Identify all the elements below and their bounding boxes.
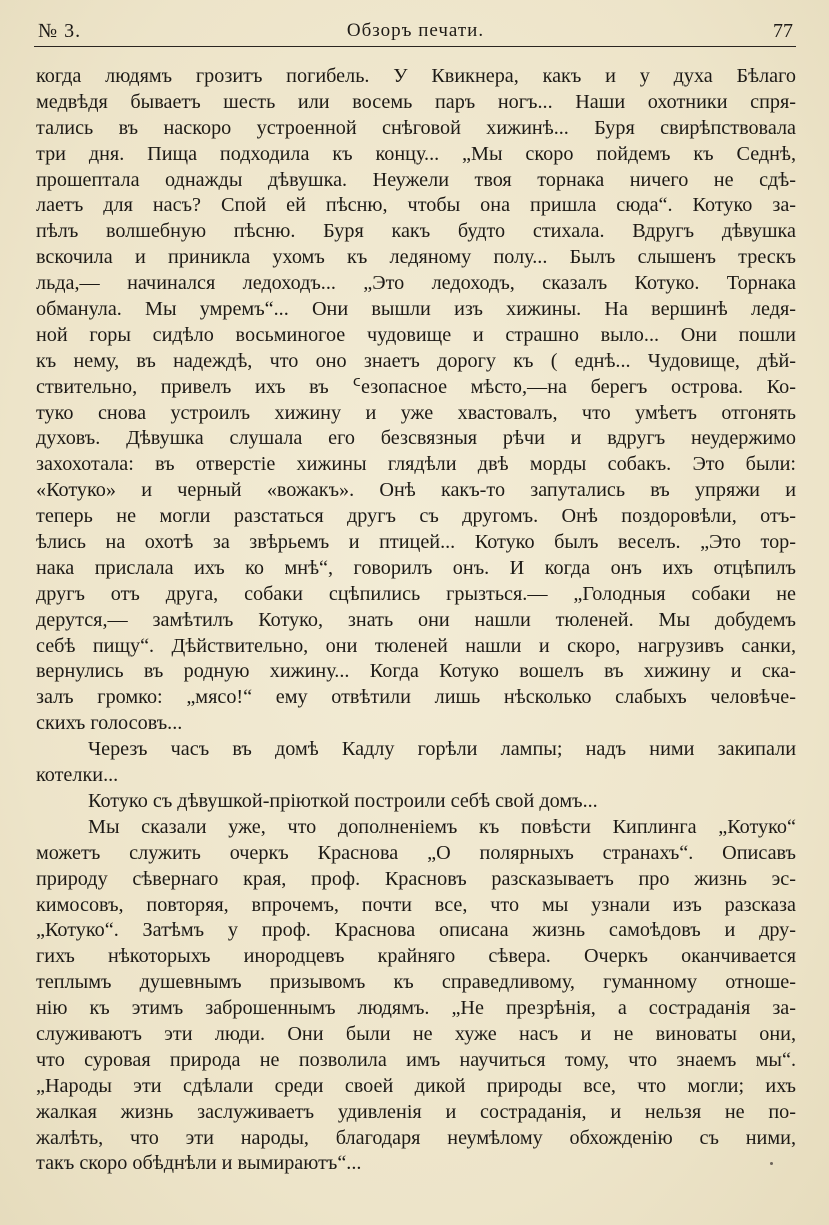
text-line: „Народы эти сдѣлали среди своей дикой природы все, что могли; ихъ — [36, 1074, 796, 1097]
text-line: кимосовъ, повторяя, впрочемъ, почти все, что мы узнали изъ разсказа — [36, 893, 796, 916]
text-line: Мы сказали уже, что дополненіемъ къ повѣсти Киплинга „Котуко“ — [88, 815, 796, 838]
text-line: нію къ этимъ заброшеннымъ людямъ. „Не презрѣнія, а состраданія за- — [36, 997, 796, 1020]
page-number: 77 — [773, 20, 793, 42]
text-line: лаетъ для насъ? Спой ей пѣсню, чтобы она пришла сюда“. Котуко за- — [36, 194, 796, 217]
text-line: дерутся,— замѣтилъ Котуко, знать они нашли тюленей. Мы добудемъ — [36, 608, 796, 631]
text-line: захохотала: въ отверстіе хижины глядѣли двѣ морды собакъ. Это были: — [36, 453, 796, 476]
text-line: жалкая жизнь заслуживаетъ удивленія и состраданія, и нельзя не по- — [36, 1100, 796, 1123]
text-line: «Котуко» и черный «вожакъ». Онѣ какъ-то запутались въ упряжи и — [36, 479, 796, 502]
article-body — [36, 64, 796, 1177]
text-line: „Котуко“. Затѣмъ у проф. Краснова описана жизнь самоѣдовъ и дру- — [36, 919, 796, 942]
text-line: себѣ пищу“. Дѣйствительно, они тюленей нашли и скоро, нагрузивъ санки, — [36, 634, 796, 657]
text-line: другъ отъ друга, собаки сцѣпились грызться.— „Голодныя собаки не — [36, 582, 796, 605]
text-line: ѣлись на охотѣ за звѣрьемъ и птицей... Котуко былъ веселъ. „Это тор- — [36, 531, 796, 554]
text-line: природу сѣвернаго края, проф. Красновъ разсказываетъ про жизнь эс- — [36, 867, 796, 890]
text-line: льда,— начинался ледоходъ... „Это ледоходъ, сказалъ Котуко. Торнака — [36, 272, 796, 295]
text-line: ствительно, привелъ ихъ въ ᑦезопасное мѣсто,—на берегъ острова. Ко- — [36, 375, 796, 398]
text-line: служиваютъ эти люди. Они были не хуже насъ и не виноваты они, — [36, 1022, 796, 1045]
page-header — [38, 16, 793, 46]
text-line: такъ скоро обѣднѣли и вымираютъ“... — [36, 1152, 362, 1175]
text-line: три дня. Пища подходила къ концу... „Мы скоро пойдемъ къ Седнѣ, — [36, 142, 796, 165]
text-line: скихъ голосовъ... — [36, 712, 183, 735]
running-title: Обзоръ печати. — [346, 20, 485, 41]
text-line: теплымъ душевнымъ призывомъ къ справедливому, гуманному отноше- — [36, 971, 796, 994]
text-line: Черезъ часъ въ домѣ Кадлу горѣли лампы; надъ ними закипали — [88, 738, 796, 761]
text-line: можетъ служить очеркъ Краснова „О полярныхъ странахъ“. Описавъ — [36, 841, 796, 864]
text-line: туко снова устроилъ хижину и уже хвастовалъ, что умѣетъ отгонять — [36, 401, 796, 424]
text-line: вскочила и приникла ухомъ къ ледяному полу... Былъ слышенъ трескъ — [36, 246, 796, 269]
text-line: къ нему, въ надеждѣ, что оно знаетъ дорогу къ ( еднѣ... Чудовище, дѣй- — [36, 349, 796, 372]
text-line: пѣлъ волшебную пѣсню. Буря какъ будто стихала. Вдругъ дѣвушка — [36, 220, 796, 243]
text-line: что суровая природа не позволила имъ научиться тому, что знаемъ мы“. — [36, 1048, 796, 1071]
header-rule — [34, 46, 796, 47]
print-speck — [770, 1162, 773, 1165]
issue-number: № 3. — [38, 20, 82, 42]
text-line: залъ громко: „мясо!“ ему отвѣтили лишь нѣсколько слабыхъ человѣче- — [36, 686, 796, 709]
text-line: прошептала однажды дѣвушка. Неужели твоя торнака ничего не сдѣ- — [36, 168, 796, 191]
text-line: обманула. Мы умремъ“... Они вышли изъ хижины. На вершинѣ ледя- — [36, 298, 796, 321]
text-line: гихъ нѣкоторыхъ инородцевъ крайняго сѣвера. Очеркъ оканчивается — [36, 945, 796, 968]
text-line: теперь не могли разстаться другъ съ другомъ. Онѣ поздоровѣли, отъ- — [36, 505, 796, 528]
text-line: жалѣть, что эти народы, благодаря неумѣлому обхожденію съ ними, — [36, 1126, 796, 1149]
text-line: духовъ. Дѣвушка слушала его безсвязныя рѣчи и вдругъ неудержимо — [36, 427, 796, 450]
text-line: вернулись въ родную хижину... Когда Котуко вошелъ въ хижину и ска- — [36, 660, 796, 683]
text-line: когда людямъ грозитъ погибель. У Квикнера, какъ и у духа Бѣлаго — [36, 65, 796, 87]
text-line: тались въ наскоро устроенной снѣговой хижинѣ... Буря свирѣпствовала — [36, 116, 796, 139]
text-line: котелки... — [36, 764, 119, 787]
text-line: Котуко съ дѣвушкой-пріюткой построили себѣ свой домъ... — [88, 789, 598, 812]
text-line: медвѣдя бываетъ шесть или восемь паръ ногъ... Наши охотники спря- — [36, 90, 796, 113]
text-line: нака прислала ихъ ко мнѣ“, говорилъ онъ. И когда онъ ихъ отцѣпилъ — [36, 556, 796, 579]
text-line: ной горы сидѣло восьминогое чудовище и страшно выло... Они пошли — [36, 323, 796, 346]
